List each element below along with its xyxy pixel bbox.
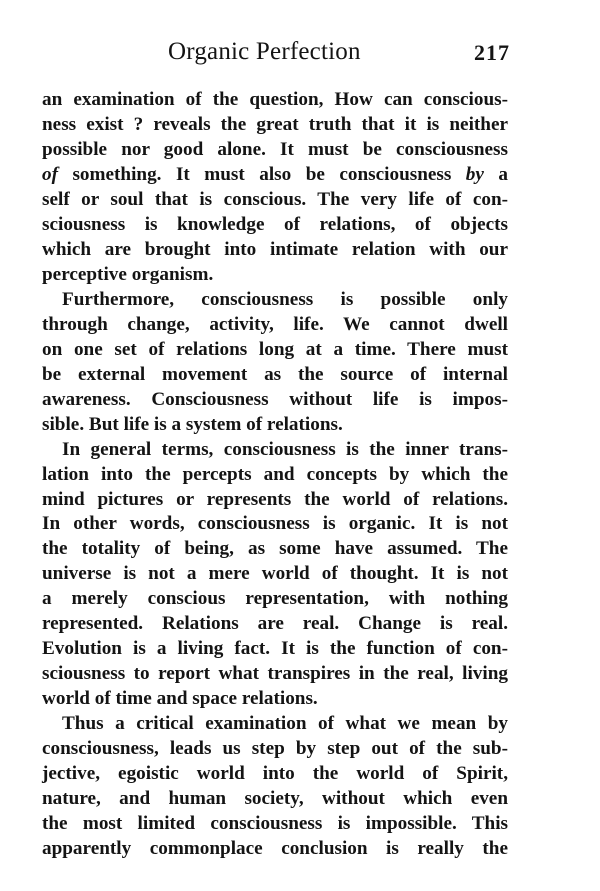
text-span: self or soul that is conscious. The very life of con- <box>42 188 508 210</box>
text-line <box>42 88 508 113</box>
page-number: 217 <box>474 40 510 65</box>
text-span: apparently commonplace conclusion is really the <box>42 838 508 860</box>
text-line <box>42 313 508 338</box>
text-line <box>42 438 508 463</box>
text-span: consciousness, leads us step by step out of the sub- <box>42 738 508 760</box>
text-span: something. It must also be consciousness <box>57 163 466 185</box>
text-span: sciousness is knowledge of relations, of objects <box>42 213 508 235</box>
text-span: perceptive organism. <box>42 263 214 285</box>
text-line <box>42 737 508 762</box>
text-span: lation into the percepts and concepts by which the <box>42 463 508 485</box>
text-line <box>42 762 508 787</box>
text-line <box>42 388 508 413</box>
text-span: sciousness to report what transpires in the real, living <box>42 663 508 685</box>
text-line <box>42 338 508 363</box>
text-line <box>42 562 508 587</box>
italic-text: of <box>42 163 58 185</box>
text-line <box>42 263 508 288</box>
text-span: awareness. Consciousness without life is impos- <box>42 388 508 410</box>
text-span: Furthermore, consciousness is possible only <box>62 288 508 310</box>
text-span: ness exist ? reveals the great truth that it is neither <box>42 113 508 135</box>
text-span: mind pictures or represents the world of relations. <box>42 488 508 510</box>
text-line <box>42 288 508 313</box>
text-span: an examination of the question, How can conscious- <box>42 89 508 110</box>
italic-text: by <box>465 163 484 185</box>
text-span: sible. But life is a system of relations. <box>42 413 343 435</box>
text-span: possible nor good alone. It must be consciousness <box>42 138 508 160</box>
text-line <box>42 587 508 612</box>
text-line <box>42 113 508 138</box>
text-span: represented. Relations are real. Change is real. <box>42 613 508 635</box>
text-line <box>42 213 508 238</box>
text-span: Thus a critical examination of what we mean by <box>62 713 508 735</box>
text-line <box>42 662 508 687</box>
text-line <box>42 787 508 812</box>
text-span: jective, egoistic world into the world of Spirit, <box>42 763 508 785</box>
text-line <box>42 163 508 188</box>
text-span: through change, activity, life. We cannot dwell <box>42 313 508 335</box>
text-line <box>42 812 508 837</box>
running-head-title: Organic Perfection <box>168 38 361 65</box>
text-span: the totality of being, as some have assumed. The <box>42 538 508 560</box>
text-span: In general terms, consciousness is the inner trans- <box>62 438 508 460</box>
text-span: on one set of relations long at a time. There must <box>42 338 508 360</box>
text-span: universe is not a mere world of thought. It is not <box>42 563 508 585</box>
text-line <box>42 463 508 488</box>
body-text <box>42 88 508 862</box>
text-line <box>42 687 508 712</box>
text-span: Evolution is a living fact. It is the function of con- <box>42 638 508 660</box>
text-span: a <box>483 163 508 185</box>
text-line <box>42 712 508 737</box>
text-line <box>42 837 508 862</box>
text-span: a merely conscious representation, with nothing <box>42 588 508 610</box>
text-span: the most limited consciousness is impossible. This <box>42 813 508 835</box>
text-line <box>42 637 508 662</box>
text-line <box>42 512 508 537</box>
text-line <box>42 188 508 213</box>
text-line <box>42 238 508 263</box>
text-span: world of time and space relations. <box>42 688 318 710</box>
text-span: which are brought into intimate relation with our <box>42 238 508 260</box>
text-line <box>42 537 508 562</box>
text-line <box>42 488 508 513</box>
text-line <box>42 363 508 388</box>
text-span: In other words, consciousness is organic. It is not <box>42 513 508 535</box>
text-span: be external movement as the source of internal <box>42 363 508 385</box>
text-line <box>42 138 508 163</box>
text-line <box>42 413 508 438</box>
text-line <box>42 612 508 637</box>
text-span: nature, and human society, without which even <box>42 788 508 810</box>
